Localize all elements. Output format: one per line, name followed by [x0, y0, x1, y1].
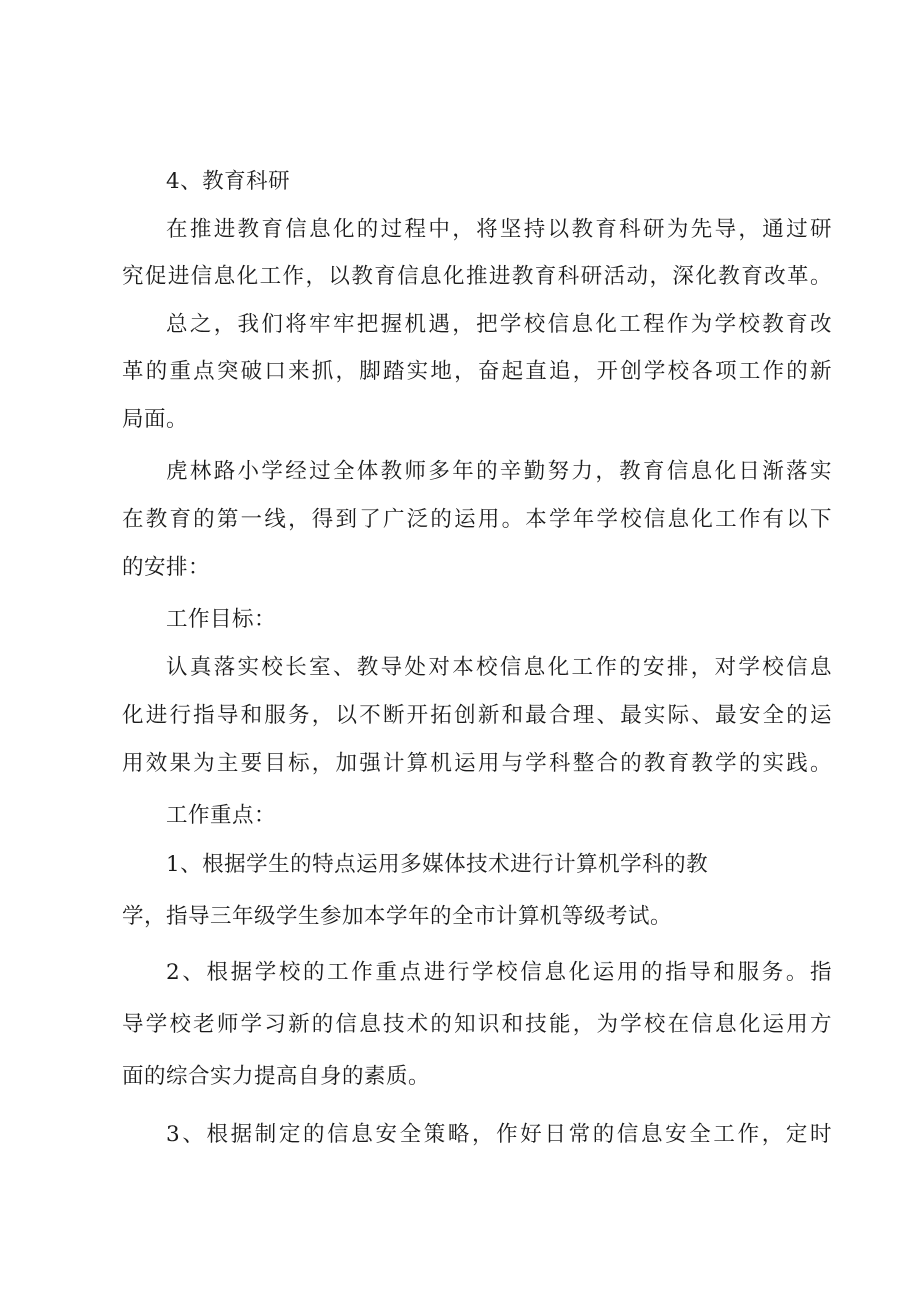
paragraph-line: 在推进教育信息化的过程中，将坚持以教育科研为先导，通过研 [166, 217, 832, 242]
goal-heading: 工作目标： [166, 607, 277, 632]
paragraph-line: 在教育的第一线，得到了广泛的运用。本学年学校信息化工作有以下 [122, 507, 832, 532]
paragraph-line: 用效果为主要目标，加强计算机运用与学科整合的教育教学的实践。 [122, 751, 832, 776]
list-item-line: 1、根据学生的特点运用多媒体技术进行计算机学科的教 [166, 852, 709, 877]
paragraph-line: 革的重点突破口来抓，脚踏实地，奋起直追，开创学校各项工作的新 [122, 359, 832, 384]
paragraph-line: 认真落实校长室、教导处对本校信息化工作的安排，对学校信息 [166, 655, 832, 680]
focus-heading: 工作重点： [166, 803, 277, 828]
paragraph-line: 化进行指导和服务，以不断开拓创新和最合理、最实际、最安全的运 [122, 703, 832, 728]
list-item-line: 3、根据制定的信息安全策略，作好日常的信息安全工作，定时 [166, 1122, 832, 1147]
section-heading: 4、教育科研 [166, 169, 291, 194]
paragraph-line: 虎林路小学经过全体教师多年的辛勤努力，教育信息化日渐落实 [166, 459, 832, 484]
list-item-line: 面的综合实力提高自身的素质。 [122, 1064, 431, 1089]
list-item-line: 学，指导三年级学生参加本学年的全市计算机等级考试。 [122, 904, 673, 929]
paragraph-line: 的安排： [122, 555, 211, 580]
paragraph-line: 总之，我们将牢牢把握机遇，把学校信息化工程作为学校教育改 [166, 312, 832, 337]
list-item-line: 2、根据学校的工作重点进行学校信息化运用的指导和服务。指 [166, 960, 832, 985]
paragraph-line: 究促进信息化工作，以教育信息化推进教育科研活动，深化教育改革。 [122, 264, 832, 289]
paragraph-line: 局面。 [122, 407, 189, 432]
list-item-line: 导学校老师学习新的信息技术的知识和技能，为学校在信息化运用方 [122, 1012, 832, 1037]
